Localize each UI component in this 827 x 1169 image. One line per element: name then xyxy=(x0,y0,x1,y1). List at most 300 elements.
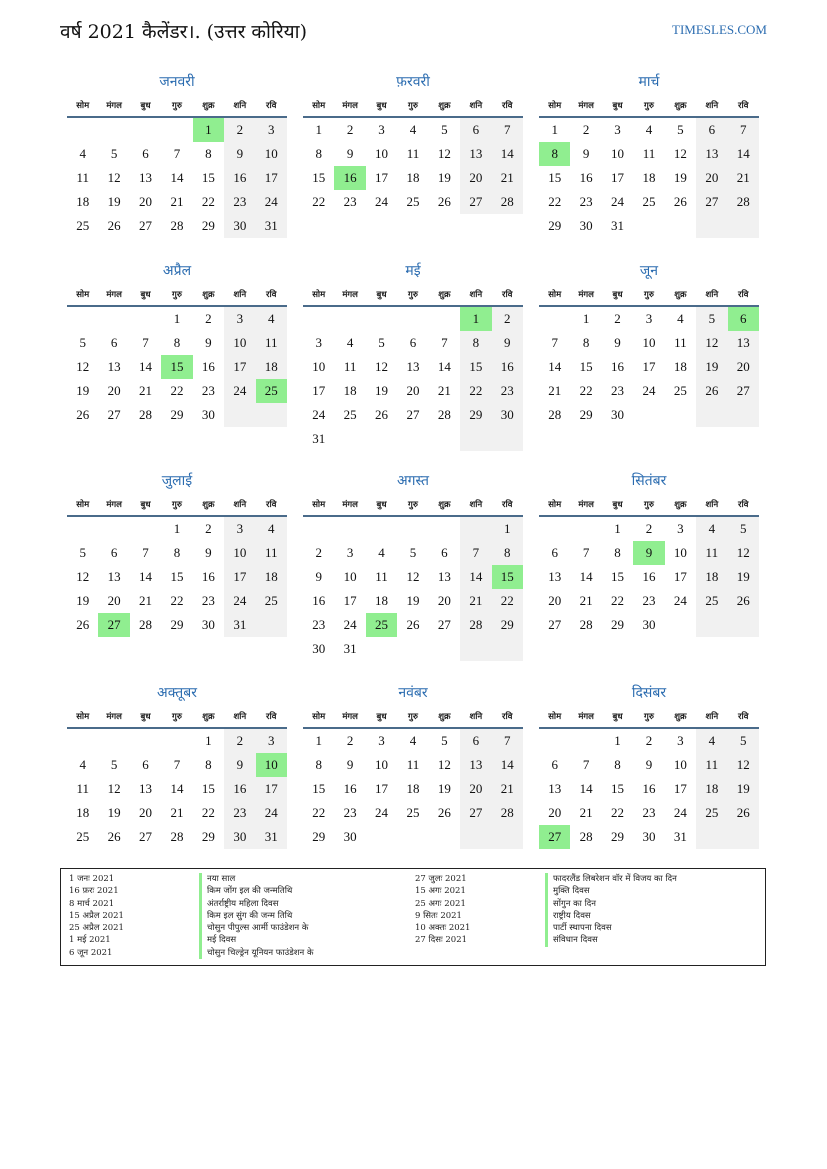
day-cell: 30 xyxy=(611,407,625,422)
weekday-label: शनि xyxy=(469,289,483,300)
day-cell: 7 xyxy=(142,545,149,560)
weekday-label: शुक्र xyxy=(202,711,215,722)
day-cell: 5 xyxy=(728,517,759,541)
day-cell: 6 xyxy=(142,757,149,772)
day-cell: 18 xyxy=(256,355,287,379)
empty-day-cell xyxy=(492,825,523,849)
weekday-label: शनि xyxy=(233,499,247,510)
weekday-label: सोम xyxy=(548,711,562,722)
legend-date: 1 जनः 2021 xyxy=(69,874,115,884)
day-cell: 6 xyxy=(409,335,417,350)
day-cell: 25 xyxy=(642,194,656,209)
day-cell: 27 xyxy=(696,190,727,214)
day-cell: 19 xyxy=(375,383,389,398)
day-cell: 4 xyxy=(645,122,653,137)
day-cell: 3 xyxy=(346,545,354,560)
weekday-label: बुध xyxy=(376,100,387,111)
weekday-header xyxy=(303,705,523,729)
day-cell: 15 xyxy=(579,359,593,374)
month-name: दिसंबर xyxy=(631,685,667,701)
day-cell: 29 xyxy=(579,407,593,422)
day-cell: 21 xyxy=(139,593,153,608)
empty-day-cell xyxy=(130,729,161,753)
day-cell: 5 xyxy=(110,146,118,161)
day-cell: 7 xyxy=(582,545,590,560)
day-cell: 8 xyxy=(173,335,181,350)
day-cell: 3 xyxy=(224,307,255,331)
holiday-day-cell: 15 xyxy=(492,565,523,589)
weekday-label: शनि xyxy=(705,499,719,510)
page-title: वर्ष 2021 कैलेंडर।. (उत्तर कोरिया) xyxy=(60,21,307,43)
day-grid xyxy=(303,307,523,451)
day-cell: 16 xyxy=(201,569,215,584)
day-cell: 24 xyxy=(256,190,287,214)
day-cell: 17 xyxy=(611,170,625,185)
day-cell: 23 xyxy=(224,190,255,214)
day-cell: 4 xyxy=(79,146,86,161)
weekday-label: बुध xyxy=(140,289,151,300)
day-cell: 2 xyxy=(346,733,354,748)
holiday-day-cell: 27 xyxy=(98,613,129,637)
day-cell: 3 xyxy=(256,729,287,753)
day-cell: 27 xyxy=(460,190,491,214)
day-cell: 12 xyxy=(437,757,451,772)
day-cell: 22 xyxy=(492,589,523,613)
legend-date: 15 अप्रैल 2021 xyxy=(69,910,124,921)
day-cell: 14 xyxy=(579,569,593,584)
empty-day-cell xyxy=(67,118,98,142)
day-cell: 20 xyxy=(460,777,491,801)
month-name: फ़रवरी xyxy=(396,74,430,90)
day-cell: 5 xyxy=(441,122,448,137)
day-cell: 6 xyxy=(142,146,149,161)
day-cell: 8 xyxy=(582,335,590,350)
day-cell: 13 xyxy=(460,142,491,166)
day-cell: 3 xyxy=(645,311,653,326)
day-cell: 20 xyxy=(548,805,562,820)
day-cell: 19 xyxy=(76,593,90,608)
legend-holiday-name: चोसुन चिल्ड्रेन यूनियन फाउंडेशन के xyxy=(199,947,415,959)
day-cell: 27 xyxy=(728,379,759,403)
day-cell: 23 xyxy=(201,593,215,608)
day-cell: 13 xyxy=(548,781,562,796)
day-cell: 14 xyxy=(170,781,184,796)
empty-day-cell xyxy=(256,403,287,427)
empty-day-cell xyxy=(366,427,397,451)
day-cell: 20 xyxy=(437,593,451,608)
day-cell: 20 xyxy=(696,166,727,190)
day-grid xyxy=(67,307,287,427)
empty-day-cell xyxy=(665,214,696,238)
day-cell: 1 xyxy=(614,733,621,748)
weekday-label: शनि xyxy=(705,711,719,722)
day-cell: 7 xyxy=(492,729,523,753)
day-cell: 19 xyxy=(696,355,727,379)
day-cell: 23 xyxy=(343,805,357,820)
day-cell: 16 xyxy=(611,359,625,374)
weekday-label: रवि xyxy=(266,499,277,510)
empty-day-cell xyxy=(696,403,727,427)
day-cell: 17 xyxy=(256,166,287,190)
month-name: अगस्त xyxy=(396,473,429,489)
day-cell: 16 xyxy=(642,781,656,796)
day-grid xyxy=(67,118,287,238)
day-cell: 18 xyxy=(76,194,90,209)
day-cell: 29 xyxy=(201,829,215,844)
day-cell: 11 xyxy=(256,331,287,355)
weekday-label: रवि xyxy=(738,289,749,300)
legend-holiday-name: किम जोंग इल की जन्मतिथि xyxy=(199,885,415,897)
weekday-label: बुध xyxy=(376,711,387,722)
day-cell: 6 xyxy=(551,757,558,772)
day-cell: 29 xyxy=(460,403,491,427)
day-cell: 1 xyxy=(205,733,212,748)
legend-holiday-name: मुक्ति दिवस xyxy=(545,885,761,897)
day-cell: 16 xyxy=(312,593,326,608)
day-cell: 19 xyxy=(437,781,451,796)
day-cell: 17 xyxy=(256,777,287,801)
legend-holiday-name: नया साल xyxy=(199,873,415,885)
weekday-label: सोम xyxy=(312,100,326,111)
weekday-label: मंगल xyxy=(342,711,358,722)
day-cell: 12 xyxy=(76,359,90,374)
empty-day-cell xyxy=(397,637,428,661)
weekday-label: शनि xyxy=(469,711,483,722)
weekday-label: शुक्र xyxy=(438,289,451,300)
day-grid xyxy=(67,517,287,637)
day-cell: 27 xyxy=(406,407,420,422)
day-grid xyxy=(539,307,759,427)
day-cell: 6 xyxy=(460,118,491,142)
day-cell: 23 xyxy=(201,383,215,398)
empty-day-cell xyxy=(67,729,98,753)
weekday-header xyxy=(303,283,523,307)
month-calendar xyxy=(303,259,523,469)
day-cell: 7 xyxy=(173,757,181,772)
weekday-label: गुरु xyxy=(644,711,654,722)
day-cell: 29 xyxy=(170,617,184,632)
weekday-label: शुक्र xyxy=(438,100,451,111)
day-cell: 28 xyxy=(170,829,184,844)
empty-day-cell xyxy=(98,729,129,753)
month-name: जून xyxy=(639,263,659,279)
empty-day-cell xyxy=(397,825,428,849)
empty-day-cell xyxy=(303,307,334,331)
empty-day-cell xyxy=(728,613,759,637)
day-cell: 26 xyxy=(437,194,451,209)
legend-date: 10 अक्तः 2021 xyxy=(415,923,471,934)
weekday-label: सोम xyxy=(76,100,90,111)
day-cell: 22 xyxy=(201,194,215,209)
day-cell: 18 xyxy=(76,805,90,820)
empty-day-cell xyxy=(460,427,491,451)
day-cell: 13 xyxy=(406,359,420,374)
day-cell: 30 xyxy=(642,829,656,844)
day-cell: 19 xyxy=(406,593,420,608)
weekday-header xyxy=(67,94,287,118)
day-cell: 9 xyxy=(346,757,354,772)
weekday-label: गुरु xyxy=(408,499,418,510)
weekday-label: शुक्र xyxy=(674,499,687,510)
empty-day-cell xyxy=(98,118,129,142)
day-cell: 7 xyxy=(551,335,558,350)
day-cell: 3 xyxy=(224,517,255,541)
site-link[interactable]: TIMESLES.COM xyxy=(672,22,767,37)
day-cell: 26 xyxy=(437,805,451,820)
month-calendar xyxy=(539,469,759,681)
day-cell: 1 xyxy=(315,733,322,748)
day-cell: 18 xyxy=(642,170,656,185)
day-cell: 1 xyxy=(315,122,322,137)
weekday-label: रवि xyxy=(502,711,513,722)
day-cell: 30 xyxy=(201,407,215,422)
day-cell: 10 xyxy=(642,335,656,350)
weekday-header xyxy=(539,283,759,307)
empty-day-cell xyxy=(67,517,98,541)
weekday-label: सोम xyxy=(312,289,326,300)
month-name: मार्च xyxy=(638,74,660,90)
month-calendar xyxy=(539,70,759,259)
day-cell: 20 xyxy=(107,593,121,608)
day-cell: 29 xyxy=(548,218,562,233)
month-calendar xyxy=(67,259,287,469)
holiday-day-cell: 25 xyxy=(256,379,287,403)
weekday-label: सोम xyxy=(76,289,90,300)
day-cell: 29 xyxy=(611,829,625,844)
day-cell: 12 xyxy=(728,753,759,777)
day-cell: 12 xyxy=(107,170,121,185)
day-cell: 7 xyxy=(492,118,523,142)
weekday-label: गुरु xyxy=(408,100,418,111)
day-cell: 11 xyxy=(375,569,388,584)
weekday-label: मंगल xyxy=(342,289,358,300)
day-cell: 21 xyxy=(492,777,523,801)
day-cell: 14 xyxy=(492,142,523,166)
legend-date: 9 सितः 2021 xyxy=(415,910,462,921)
day-cell: 10 xyxy=(611,146,625,161)
day-cell: 6 xyxy=(551,545,558,560)
weekday-label: रवि xyxy=(738,100,749,111)
day-cell: 21 xyxy=(460,589,491,613)
weekday-label: बुध xyxy=(140,100,151,111)
day-cell: 1 xyxy=(551,122,558,137)
empty-day-cell xyxy=(429,637,460,661)
day-grid xyxy=(539,118,759,238)
holiday-day-cell: 16 xyxy=(334,166,365,190)
month-calendar xyxy=(67,70,287,259)
day-grid xyxy=(303,729,523,849)
day-cell: 18 xyxy=(696,777,727,801)
day-cell: 31 xyxy=(224,613,255,637)
day-cell: 24 xyxy=(673,593,687,608)
empty-day-cell xyxy=(539,729,570,753)
day-cell: 14 xyxy=(548,359,562,374)
day-cell: 2 xyxy=(205,311,212,326)
empty-day-cell xyxy=(366,307,397,331)
empty-day-cell xyxy=(397,517,428,541)
month-name: जनवरी xyxy=(159,74,195,90)
day-cell: 18 xyxy=(406,781,420,796)
weekday-label: बुध xyxy=(612,711,623,722)
day-cell: 17 xyxy=(375,170,389,185)
day-cell: 6 xyxy=(110,545,118,560)
day-cell: 31 xyxy=(343,641,357,656)
empty-day-cell xyxy=(570,729,601,753)
day-cell: 9 xyxy=(224,142,255,166)
day-cell: 1 xyxy=(614,521,621,536)
day-cell: 2 xyxy=(346,122,354,137)
weekday-label: शुक्र xyxy=(438,711,451,722)
day-cell: 25 xyxy=(76,218,90,233)
weekday-label: मंगल xyxy=(578,289,594,300)
day-cell: 12 xyxy=(696,331,727,355)
day-cell: 4 xyxy=(696,517,727,541)
day-cell: 22 xyxy=(201,805,215,820)
weekday-header xyxy=(67,493,287,517)
weekday-label: मंगल xyxy=(578,499,594,510)
day-cell: 19 xyxy=(107,194,121,209)
weekday-label: सोम xyxy=(76,499,90,510)
day-cell: 13 xyxy=(548,569,562,584)
day-cell: 4 xyxy=(409,733,417,748)
day-cell: 28 xyxy=(492,190,523,214)
day-cell: 22 xyxy=(611,593,625,608)
day-cell: 24 xyxy=(224,379,255,403)
empty-day-cell xyxy=(728,825,759,849)
day-cell: 11 xyxy=(696,753,727,777)
day-cell: 17 xyxy=(224,565,255,589)
empty-day-cell xyxy=(366,825,397,849)
day-cell: 27 xyxy=(460,801,491,825)
month-name: अप्रैल xyxy=(162,263,192,279)
day-cell: 2 xyxy=(645,733,653,748)
day-cell: 28 xyxy=(548,407,562,422)
day-cell: 1 xyxy=(492,517,523,541)
day-cell: 15 xyxy=(548,170,562,185)
day-cell: 2 xyxy=(315,545,322,560)
weekday-label: रवि xyxy=(266,100,277,111)
weekday-label: शनि xyxy=(705,100,719,111)
empty-day-cell xyxy=(98,517,129,541)
day-cell: 23 xyxy=(224,801,255,825)
day-cell: 5 xyxy=(409,545,417,560)
day-cell: 3 xyxy=(315,335,322,350)
empty-day-cell xyxy=(539,307,570,331)
day-cell: 17 xyxy=(673,569,687,584)
weekday-label: मंगल xyxy=(578,711,594,722)
weekday-header xyxy=(539,94,759,118)
day-cell: 22 xyxy=(611,805,625,820)
day-grid xyxy=(539,729,759,849)
day-cell: 17 xyxy=(224,355,255,379)
month-calendar xyxy=(539,681,759,893)
legend-column-right xyxy=(415,873,761,961)
day-cell: 27 xyxy=(139,829,153,844)
weekday-label: बुध xyxy=(140,711,151,722)
day-cell: 18 xyxy=(673,359,687,374)
day-cell: 7 xyxy=(460,541,491,565)
day-cell: 11 xyxy=(76,781,89,796)
day-cell: 11 xyxy=(406,146,420,161)
day-cell: 21 xyxy=(548,383,562,398)
day-cell: 10 xyxy=(673,757,687,772)
day-cell: 10 xyxy=(224,541,255,565)
day-cell: 8 xyxy=(460,331,491,355)
empty-day-cell xyxy=(429,427,460,451)
day-cell: 1 xyxy=(173,311,181,326)
day-cell: 14 xyxy=(460,565,491,589)
day-cell: 4 xyxy=(378,545,385,560)
day-cell: 28 xyxy=(139,407,153,422)
day-cell: 24 xyxy=(312,407,326,422)
empty-day-cell xyxy=(366,517,397,541)
empty-day-cell xyxy=(130,307,161,331)
legend-holiday-name: पार्टी स्थापना दिवस xyxy=(545,922,761,934)
day-cell: 20 xyxy=(548,593,562,608)
day-cell: 8 xyxy=(315,757,322,772)
empty-day-cell xyxy=(429,825,460,849)
weekday-label: रवि xyxy=(502,289,513,300)
day-cell: 4 xyxy=(677,311,684,326)
weekday-label: सोम xyxy=(312,711,326,722)
day-cell: 23 xyxy=(579,194,593,209)
day-cell: 1 xyxy=(173,521,181,536)
day-cell: 2 xyxy=(205,521,212,536)
weekday-label: सोम xyxy=(312,499,326,510)
day-grid xyxy=(303,118,523,214)
day-cell: 30 xyxy=(642,617,656,632)
day-cell: 12 xyxy=(76,569,90,584)
day-cell: 14 xyxy=(139,569,153,584)
day-grid xyxy=(67,729,287,849)
legend-holiday-name: चोसुन पीपुल्स आर्मी फाउंडेशन के xyxy=(199,922,415,934)
day-cell: 21 xyxy=(170,194,184,209)
day-cell: 7 xyxy=(142,335,149,350)
empty-day-cell xyxy=(665,613,696,637)
month-calendar xyxy=(303,469,523,681)
weekday-label: रवि xyxy=(266,289,277,300)
day-cell: 9 xyxy=(492,331,523,355)
weekday-label: मंगल xyxy=(578,100,594,111)
empty-day-cell xyxy=(130,118,161,142)
empty-day-cell xyxy=(696,214,727,238)
weekday-label: मंगल xyxy=(106,289,122,300)
day-cell: 5 xyxy=(677,122,684,137)
day-cell: 16 xyxy=(492,355,523,379)
day-cell: 13 xyxy=(107,569,121,584)
weekday-label: शुक्र xyxy=(674,100,687,111)
day-cell: 14 xyxy=(728,142,759,166)
weekday-label: गुरु xyxy=(172,499,182,510)
day-cell: 5 xyxy=(441,733,448,748)
calendar-grid xyxy=(67,70,760,893)
weekday-label: रवि xyxy=(502,100,513,111)
day-cell: 25 xyxy=(406,194,420,209)
day-cell: 5 xyxy=(728,729,759,753)
day-cell: 22 xyxy=(548,194,562,209)
empty-day-cell xyxy=(334,307,365,331)
day-cell: 19 xyxy=(107,805,121,820)
month-name: जुलाई xyxy=(161,473,193,489)
empty-day-cell xyxy=(161,729,192,753)
day-cell: 8 xyxy=(492,541,523,565)
day-cell: 20 xyxy=(139,194,153,209)
day-cell: 3 xyxy=(378,733,385,748)
day-cell: 28 xyxy=(139,617,153,632)
day-cell: 10 xyxy=(343,569,357,584)
day-cell: 22 xyxy=(312,805,326,820)
day-cell: 30 xyxy=(224,825,255,849)
